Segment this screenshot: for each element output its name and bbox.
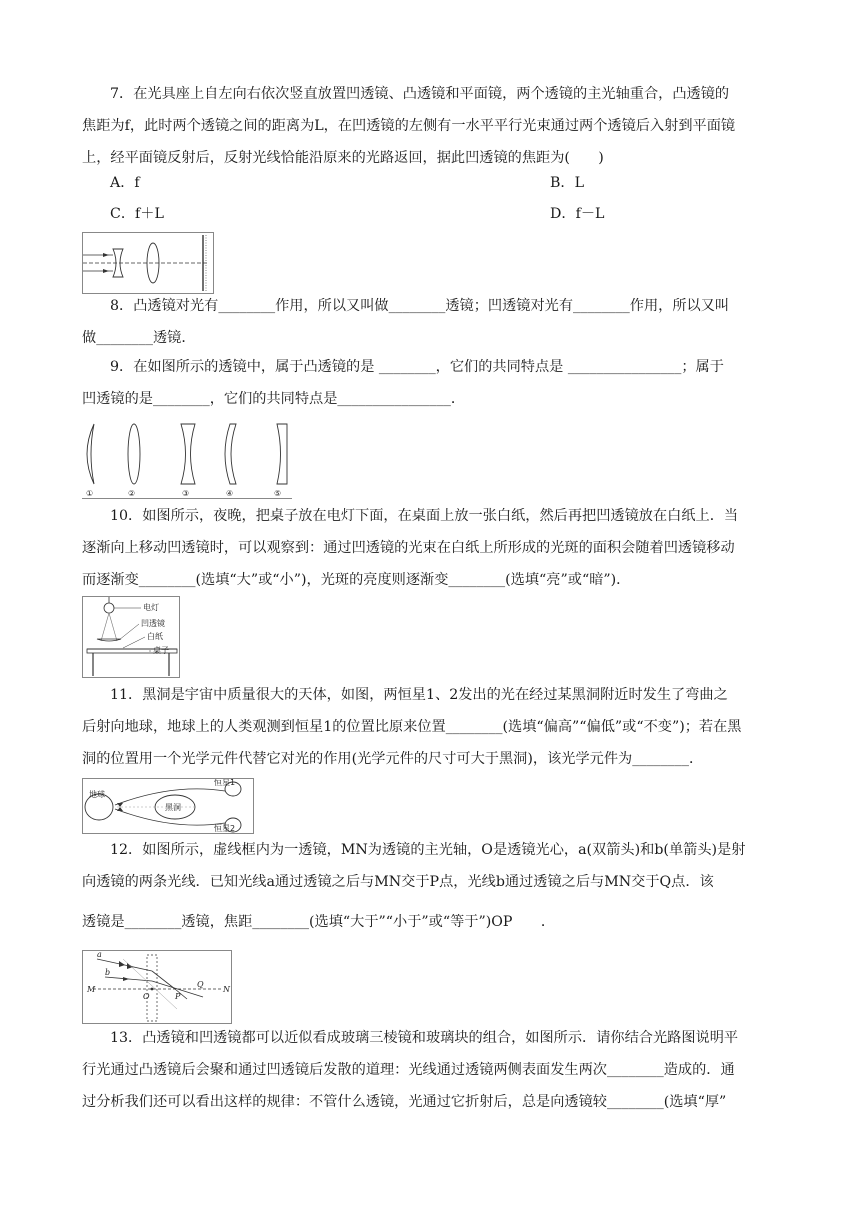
lens-label-3: ③ [182,489,190,498]
lens-2-shape [128,424,140,484]
lamp-bulb-icon [104,603,114,613]
q9-line-1: 9．在如图所示的透镜中，属于凸透镜的是 ________，它们的共同特点是 ________________；属于 [110,359,724,375]
q7-option-c: C．f＋L [110,206,164,222]
question-12 [82,834,778,898]
q7-optical-bench-figure [82,232,214,294]
label-O: O [143,992,150,1001]
label-ray-b: b [105,968,111,977]
q11-black-hole-figure [82,778,254,834]
question-13 [82,1022,778,1118]
lens-label-2: ② [128,489,136,498]
q11-line-2: 后射向地球，地球上的人类观测到恒星1的位置比原来位置________(选填“偏高”“偏低”或“不变”)；若在黑 [82,719,742,735]
q7-option-d: D．f－L [550,206,605,222]
label-black-hole: 黑洞 [165,803,181,812]
q12-lens-rays-figure [82,950,232,1024]
label-star-2: 恒星2 [214,824,236,833]
label-paper: 白纸 [147,632,163,641]
q7-line-3: 上，经平面镜反射后，反射光线恰能沿原来的光路返回，据此凹透镜的焦距为( ) [82,150,604,166]
q13-line-1: 13．凸透镜和凹透镜都可以近似看成玻璃三棱镜和玻璃块的组合，如图所示．请你结合光路图说明平 [110,1030,739,1046]
label-lamp: 电灯 [143,603,159,612]
label-star-1: 恒星1 [214,779,236,787]
lens-label-5: ⑤ [274,489,282,498]
question-12-line-3 [82,906,778,938]
q11-line-3: 洞的位置用一个光学元件代替它对光的作用(光学元件的尺寸可大于黑洞)，该光学元件为________． [82,751,704,767]
lens-5-shape [277,424,287,484]
q10-line-1: 10．如图所示，夜晚，把桌子放在电灯下面，在桌面上放一张白纸，然后再把凹透镜放在白纸上．当 [110,508,739,524]
label-Q: Q [197,980,204,989]
q13-line-2: 行光通过凸透镜后会聚和通过凹透镜后发散的道理：光线通过透镜两侧表面发生两次________造成的．通 [82,1062,735,1078]
q12-line-2: 向透镜的两条光线．已知光线a通过透镜之后与MN交于P点，光线b通过透镜之后与MN交于Q点．该 [82,874,714,890]
label-P: P [175,992,181,1001]
q7-line-1: 7．在光具座上自左向右依次竖直放置凹透镜、凸透镜和平面镜，两个透镜的主光轴重合，凸透镜的 [110,86,730,102]
question-8 [82,290,778,354]
q8-line-2: 做________透镜． [82,330,196,346]
q12-line-1: 12．如图所示，虚线框内为一透镜，MN为透镜的主光轴，O是透镜光心，a(双箭头)和b(单箭头)是射 [110,842,746,858]
q7-line-2: 焦距为f，此时两个透镜之间的距离为L，在凹透镜的左侧有一水平平行光束通过两个透镜后入射到平面镜 [82,118,736,134]
lens-4-shape [225,424,236,484]
q10-line-3: 而逐渐变________(选填“大”或“小”)，光斑的亮度则逐渐变________(选填“亮”或“暗”)． [82,572,631,588]
question-9 [82,351,778,415]
q10-lamp-table-figure [82,596,180,678]
question-11 [82,679,778,775]
q9-lenses-figure [82,420,292,499]
question-10 [82,500,778,596]
question-7 [82,78,778,174]
lens-3-shape [181,424,195,484]
label-earth: 地球 [89,790,105,799]
label-N: N [223,985,230,994]
label-ray-a: a [97,951,102,959]
q11-line-1: 11．黑洞是宇宙中质量很大的天体，如图，两恒星1、2发出的光在经过某黑洞附近时发生了弯曲之 [110,687,728,703]
q7-option-a: A．f [110,175,140,191]
q12-line-3: 透镜是________透镜，焦距________(选填“大于”“小于”或“等于”)OP ． [82,914,556,930]
q13-line-3: 过分析我们还可以看出这样的规律：不管什么透镜，光通过它折射后，总是向透镜较________(选填“厚” [82,1094,727,1110]
lens-1-shape [87,424,94,484]
label-concave-lens: 凹透镜 [141,619,165,628]
q8-line-1: 8．凸透镜对光有________作用，所以又叫做________透镜；凹透镜对光有________作用，所以又叫 [110,298,730,314]
q10-line-2: 逐渐向上移动凹透镜时，可以观察到：通过凹透镜的光束在白纸上所形成的光斑的面积会随着凹透镜移动 [82,540,735,556]
q9-line-2: 凹透镜的是________，它们的共同特点是________________． [82,391,466,407]
lens-label-1: ① [86,489,94,498]
q7-option-b: B．L [550,175,585,191]
label-M: M [87,985,96,994]
label-table: 桌子 [153,646,169,655]
lens-label-4: ④ [226,489,234,498]
